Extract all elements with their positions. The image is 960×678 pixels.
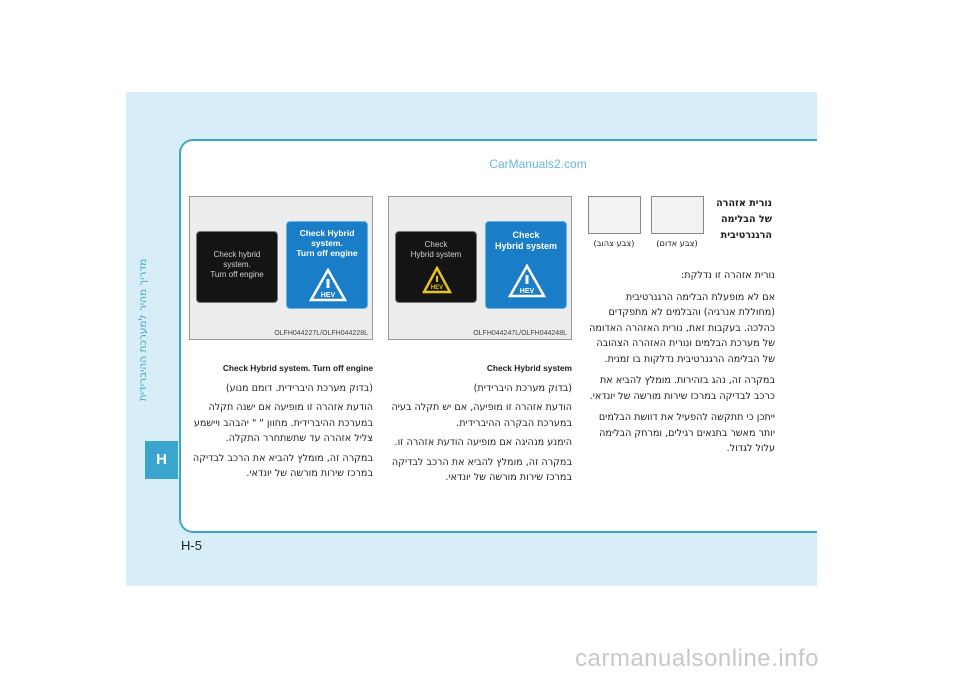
heading-line: הרגנרטיבית [720, 230, 772, 241]
turn-off-engine-cluster-image [189, 196, 373, 340]
heading-line: נורית אזהרה [716, 198, 772, 209]
paragraph: במקרה זה, מומלץ להביא את הרכב לבדיקה במרכז שירות מורשה של יונדאי. [192, 452, 373, 479]
paragraph: אם לא מופעלת הבלימה הרגנרטיבית (מחוללת אנרגיה) והבלמים לא מתפקדים כהלכה. בעקבות זאת, נורית האזהרה האדומה של מערכת הבלמים ונורית האזהרה הצהובה של הבלימה הרגנרטיבית נדלקות בו זמנית. [589, 291, 775, 365]
cluster-screen-blue [485, 221, 567, 309]
hybrid-system-cluster-image [388, 196, 572, 340]
swatch-caption-yellow: (צבע צהוב) [593, 238, 635, 248]
cluster-screen-dark [395, 231, 477, 303]
sidebar-title: מדריך מהיר למערכת ההיברידית [137, 258, 149, 402]
footer-watermark[interactable]: carmanualsonline.info [575, 645, 819, 672]
paragraph: ייתכן כי תתקשה להפעיל את דוושת הבלמים יותר מאשר בתנאים רגילים, ומרחק הבלימה עלול לגדול. [598, 412, 775, 454]
caption-english: Check Hybrid system [486, 363, 572, 373]
screen-text: Check hybrid [213, 250, 261, 259]
hev-badge-text: HEV [320, 292, 336, 299]
screen-text: Turn off engine [210, 270, 264, 279]
yellow-warning-light-image [588, 196, 641, 234]
paragraph: הודעת אזהרה זו מופיעה אם ישנה תקלה במערכת ההיברידית. מחוון " " יהבהב ויישמע צליל אזהרה עד שתשתחרר התקלה. [193, 402, 373, 444]
paragraph: במקרה זה, נהג בזהירות. מומלץ להביא את כרכב לבדיקה במרכז שירות מורשה של יונדאי. [589, 375, 775, 402]
screen-text: Turn off engine [296, 248, 358, 258]
cluster-screen-dark [196, 231, 278, 303]
hev-badge-text: HEV [519, 288, 535, 295]
screen-text: Hybrid system [410, 250, 462, 259]
screen-text: Check [512, 230, 540, 240]
paragraph: במקרה זה, מומלץ להביא את הרכב לבדיקה במרכז שירות מורשה של יונדאי. [391, 456, 572, 483]
hev-warning-icon [508, 264, 546, 298]
cluster-screen-blue [286, 221, 368, 309]
section-heading [700, 196, 772, 244]
screen-text: system. [223, 260, 251, 269]
right-column-text [587, 268, 775, 463]
heading-line: של הבלימה [720, 214, 772, 225]
section-tab[interactable]: H [145, 441, 178, 479]
middle-column-text [388, 361, 572, 490]
image-code: OLFH044227L/OLFH044228L [274, 330, 368, 337]
left-column-text [189, 361, 373, 486]
red-warning-light-image [651, 196, 704, 234]
swatch-caption-red: (צבע אדום) [656, 238, 698, 248]
paragraph: הודעת אזהרה זו מופיעה, אם יש תקלה בעיה במערכת הבקרה ההיברידית. [391, 402, 572, 429]
caption-hebrew: (בדוק מערכת היברידית) [473, 382, 572, 394]
caption-english: Check Hybrid system. Turn off engine [222, 363, 373, 373]
page-number: H-5 [181, 538, 202, 553]
hev-warning-icon [309, 268, 347, 302]
caption-hebrew: (בדוק מערכת היברידית. דומם מנוע) [225, 382, 373, 394]
image-code: OLFH044247L/OLFH044248L [473, 330, 567, 337]
screen-text: Check Hybrid [299, 228, 355, 238]
screen-text: system. [311, 238, 343, 248]
site-watermark[interactable]: CarManuals2.com [489, 157, 587, 171]
hev-badge-text: HEV [430, 285, 444, 291]
hev-warning-icon [422, 266, 452, 294]
paragraph: הימנע מנהיגה אם מופיעה הודעת אזהרה זו. [394, 437, 572, 448]
screen-text: Check [424, 240, 448, 249]
paragraph: נורית אזהרה זו נדלקת: [681, 270, 775, 281]
screen-text: Hybrid system [494, 241, 558, 251]
